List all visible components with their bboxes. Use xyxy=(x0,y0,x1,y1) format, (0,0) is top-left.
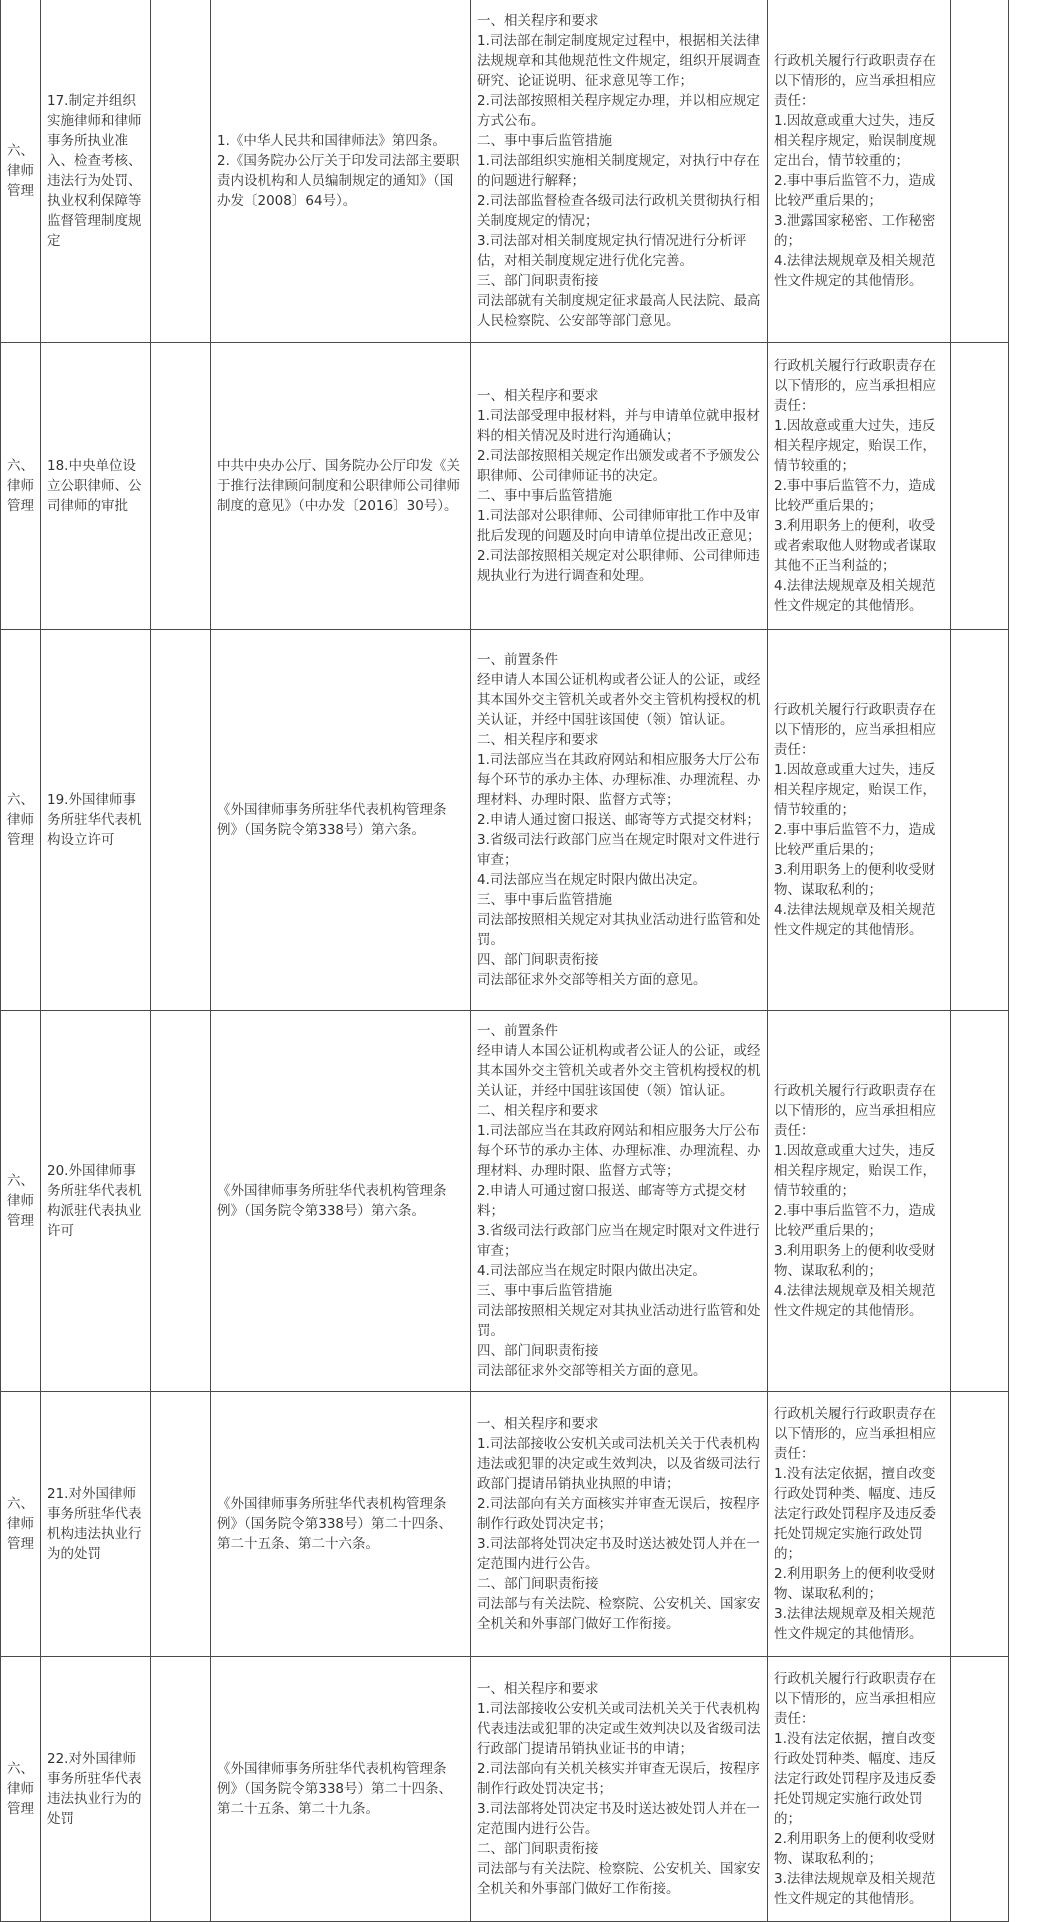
responsibility-cell xyxy=(768,0,951,343)
procedure-line: 1.司法部组织实施相关制度规定，对执行中存在的问题进行解释； xyxy=(477,152,760,189)
responsibility-line: 行政机关履行行政职责存在以下情形的，应当承担相应责任： xyxy=(774,1671,936,1727)
procedure-cell xyxy=(471,1011,768,1392)
category-cell: 六、律师管理 xyxy=(1,1011,41,1392)
legal-basis-cell xyxy=(211,1392,471,1657)
procedure-line: 经申请人本国公证机构或者公证人的公证，或经其本国外交主管机关或者外交主管机构授权的机关认证，并经中国驻该国使（领）馆认证。 xyxy=(477,672,761,728)
responsibility-line: 3.法律法规规章及相关规范性文件规定的其他情形。 xyxy=(774,1606,936,1642)
procedure-line: 1.司法部应当在其政府网站和相应服务大厅公布每个环节的承办主体、办理标准、办理流程、办理材料、办理时限、监督方式等； xyxy=(477,1123,761,1179)
procedure-line: 司法部征求外交部等相关方面的意见。 xyxy=(477,1363,707,1379)
blank-cell xyxy=(951,343,1009,630)
procedure-line: 三、部门间职责衔接 xyxy=(477,272,599,289)
procedure-line: 2.司法部按照相关规定作出颁发或者不予颁发公职律师、公司律师证书的决定。 xyxy=(477,448,760,484)
procedure-line: 司法部按照相关规定对其执业活动进行监管和处罚。 xyxy=(477,912,761,948)
blank-cell xyxy=(951,1011,1009,1392)
procedure-line: 3.省级司法行政部门应当在规定时限对文件进行审查； xyxy=(477,832,760,868)
blank-cell xyxy=(951,1657,1009,1922)
table-row xyxy=(1,1657,1009,1922)
table-row xyxy=(1,1011,1009,1392)
legal-basis-cell xyxy=(211,1657,471,1922)
procedure-line: 二、相关程序和要求 xyxy=(477,1103,599,1119)
table-row xyxy=(1,343,1009,630)
responsibility-line: 3.利用职务上的便利收受财物、谋取私利的； xyxy=(774,1243,936,1279)
procedure-line: 四、部门间职责衔接 xyxy=(477,952,599,968)
category-cell: 六、律师管理 xyxy=(1,1392,41,1657)
legal-basis-line: 《外国律师事务所驻华代表机构管理条例》（国务院令第338号）第二十四条、第二十五条、第二十九条。 xyxy=(217,1761,453,1817)
procedure-line: 2.申请人通过窗口报送、邮寄等方式提交材料； xyxy=(477,812,760,828)
responsibility-line: 4.法律法规规章及相关规范性文件规定的其他情形。 xyxy=(774,1283,936,1319)
responsibility-line: 3.泄露国家秘密、工作秘密的； xyxy=(774,212,936,249)
responsibility-line: 2.利用职务上的便利收受财物、谋取私利的； xyxy=(774,1831,936,1867)
item-name-cell: 17.制定并组织实施律师和律师事务所执业准入、检查考核、违法行为处罚、执业权利保障等监督管理制度规定 xyxy=(41,0,151,343)
procedure-line: 1.司法部接收公安机关或司法机关关于代表机构违法或犯罪的决定或生效判决，以及省级司法行政部门提请吊销执业执照的申请； xyxy=(477,1436,761,1492)
blank-cell xyxy=(951,630,1009,1011)
procedure-cell xyxy=(471,0,768,343)
item-name-cell: 19.外国律师事务所驻华代表机构设立许可 xyxy=(41,630,151,1011)
procedure-line: 2.司法部监督检查各级司法行政机关贯彻执行相关制度规定的情况； xyxy=(477,192,760,229)
procedure-line: 司法部与有关法院、检察院、公安机关、国家安全机关和外事部门做好工作衔接。 xyxy=(477,1861,761,1897)
procedure-line: 三、事中事后监管措施 xyxy=(477,892,612,908)
legal-basis-cell xyxy=(211,1011,471,1392)
procedure-cell xyxy=(471,630,768,1011)
procedure-line: 2.申请人可通过窗口报送、邮寄等方式提交材料； xyxy=(477,1183,747,1219)
table-row xyxy=(1,630,1009,1011)
responsibility-line: 1.因故意或重大过失，违反相关程序规定，贻误工作，情节较重的； xyxy=(774,418,936,474)
procedure-line: 2.司法部按照相关程序规定办理，并以相应规定方式公布。 xyxy=(477,92,760,129)
legal-basis-line: 中共中央办公厅、国务院办公厅印发《关于推行法律顾问制度和公职律师公司律师制度的意见》（中办发〔2016〕30号）。 xyxy=(217,458,460,514)
responsibility-line: 1.因故意或重大过失，违反相关程序规定，贻误工作，情节较重的； xyxy=(774,762,936,818)
procedure-line: 四、部门间职责衔接 xyxy=(477,1343,599,1359)
category-cell: 六、律师管理 xyxy=(1,343,41,630)
responsibility-cell xyxy=(768,343,951,630)
category-cell: 六、律师管理 xyxy=(1,0,41,343)
blank-cell xyxy=(151,1657,211,1922)
procedure-line: 三、事中事后监管措施 xyxy=(477,1283,612,1299)
procedure-line: 二、相关程序和要求 xyxy=(477,732,599,748)
procedure-line: 一、前置条件 xyxy=(477,1023,558,1039)
legal-basis-line: 《外国律师事务所驻华代表机构管理条例》（国务院令第338号）第二十四条、第二十五条、第二十六条。 xyxy=(217,1496,453,1552)
legal-basis-cell xyxy=(211,630,471,1011)
procedure-cell xyxy=(471,1657,768,1922)
procedure-line: 3.省级司法行政部门应当在规定时限对文件进行审查； xyxy=(477,1223,760,1259)
responsibility-line: 1.因故意或重大过失，违反相关程序规定，贻误工作，情节较重的； xyxy=(774,1143,936,1199)
procedure-line: 二、事中事后监管措施 xyxy=(477,132,612,149)
responsibility-line: 4.法律法规规章及相关规范性文件规定的其他情形。 xyxy=(774,902,936,938)
legal-basis-cell xyxy=(211,343,471,630)
procedure-line: 2.司法部按照相关规定对公职律师、公司律师违规执业行为进行调查和处理。 xyxy=(477,548,760,584)
responsibility-line: 1.没有法定依据，擅自改变行政处罚种类、幅度、违反法定行政处罚程序及违反委托处罚规定实施行政处罚的； xyxy=(774,1731,936,1827)
category-cell: 六、律师管理 xyxy=(1,630,41,1011)
blank-cell xyxy=(151,1011,211,1392)
procedure-line: 1.司法部接收公安机关或司法机关关于代表机构代表违法或犯罪的决定或生效判决以及省级司法行政部门提请吊销执业证书的申请； xyxy=(477,1701,761,1757)
table-row xyxy=(1,1392,1009,1657)
procedure-line: 一、相关程序和要求 xyxy=(477,1416,599,1432)
responsibility-cell xyxy=(768,1657,951,1922)
blank-cell xyxy=(951,0,1009,343)
procedure-line: 一、相关程序和要求 xyxy=(477,1681,599,1697)
procedure-line: 3.司法部对相关制度规定执行情况进行分析评估，对相关制度规定进行优化完善。 xyxy=(477,232,747,269)
procedure-line: 经申请人本国公证机构或者公证人的公证，或经其本国外交主管机关或者外交主管机构授权的机关认证，并经中国驻该国使（领）馆认证。 xyxy=(477,1043,761,1099)
responsibility-line: 行政机关履行行政职责存在以下情形的，应当承担相应责任： xyxy=(774,1083,936,1139)
legal-basis-line: 《外国律师事务所驻华代表机构管理条例》（国务院令第338号）第六条。 xyxy=(217,802,447,838)
procedure-line: 1.司法部对公职律师、公司律师审批工作中及审批后发现的问题及时向申请单位提出改正意见； xyxy=(477,508,761,544)
blank-cell xyxy=(951,1392,1009,1657)
procedure-line: 1.司法部在制定制度规定过程中，根据相关法律法规规章和其他规范性文件规定，组织开展调查研究、论证说明、征求意见等工作； xyxy=(477,32,761,89)
blank-cell xyxy=(151,343,211,630)
responsibility-line: 行政机关履行行政职责存在以下情形的，应当承担相应责任： xyxy=(774,1406,936,1462)
procedure-line: 司法部征求外交部等相关方面的意见。 xyxy=(477,972,707,988)
procedure-line: 二、事中事后监管措施 xyxy=(477,488,612,504)
legal-basis-line: 1.《中华人民共和国律师法》第四条。 xyxy=(217,132,446,149)
procedure-line: 司法部按照相关规定对其执业活动进行监管和处罚。 xyxy=(477,1303,761,1339)
procedure-line: 1.司法部应当在其政府网站和相应服务大厅公布每个环节的承办主体、办理标准、办理流程、办理材料、办理时限、监督方式等； xyxy=(477,752,761,808)
procedure-line: 二、部门间职责衔接 xyxy=(477,1576,599,1592)
responsibility-line: 4.法律法规规章及相关规范性文件规定的其他情形。 xyxy=(774,252,936,289)
legal-basis-cell xyxy=(211,0,471,343)
responsibility-line: 2.事中事后监管不力，造成比较严重后果的； xyxy=(774,172,936,209)
procedure-cell xyxy=(471,1392,768,1657)
responsibility-line: 2.事中事后监管不力，造成比较严重后果的； xyxy=(774,478,936,514)
responsibility-cell xyxy=(768,1392,951,1657)
procedure-line: 二、部门间职责衔接 xyxy=(477,1841,599,1857)
procedure-line: 2.司法部向有关方面核实并审查无误后，按程序制作行政处罚决定书； xyxy=(477,1496,760,1532)
procedure-line: 一、前置条件 xyxy=(477,652,558,668)
item-name-cell: 18.中央单位设立公职律师、公司律师的审批 xyxy=(41,343,151,630)
procedure-line: 司法部与有关法院、检察院、公安机关、国家安全机关和外事部门做好工作衔接。 xyxy=(477,1596,761,1632)
responsibility-line: 行政机关履行行政职责存在以下情形的，应当承担相应责任： xyxy=(774,52,936,109)
blank-cell xyxy=(151,630,211,1011)
item-name-cell: 22.对外国律师事务所驻华代表违法执业行为的处罚 xyxy=(41,1657,151,1922)
procedure-line: 3.司法部将处罚决定书及时送达被处罚人并在一定范围内进行公告。 xyxy=(477,1536,760,1572)
procedure-line: 4.司法部应当在规定时限内做出决定。 xyxy=(477,872,706,888)
category-cell: 六、律师管理 xyxy=(1,1657,41,1922)
item-name-cell: 21.对外国律师事务所驻华代表机构违法执业行为的处罚 xyxy=(41,1392,151,1657)
responsibility-line: 4.法律法规规章及相关规范性文件规定的其他情形。 xyxy=(774,578,936,614)
responsibility-line: 3.利用职务上的便利，收受或者索取他人财物或者谋取其他不正当利益的； xyxy=(774,518,936,574)
responsibility-line: 2.利用职务上的便利收受财物、谋取私利的； xyxy=(774,1566,936,1602)
procedure-line: 1.司法部受理申报材料，并与申请单位就申报材料的相关情况及时进行沟通确认； xyxy=(477,408,760,444)
responsibility-line: 行政机关履行行政职责存在以下情形的，应当承担相应责任： xyxy=(774,358,936,414)
responsibility-line: 2.事中事后监管不力，造成比较严重后果的； xyxy=(774,1203,936,1239)
legal-basis-line: 《外国律师事务所驻华代表机构管理条例》（国务院令第338号）第六条。 xyxy=(217,1183,447,1219)
item-name-cell: 20.外国律师事务所驻华代表机构派驻代表执业许可 xyxy=(41,1011,151,1392)
procedure-line: 司法部就有关制度规定征求最高人民法院、最高人民检察院、公安部等部门意见。 xyxy=(477,292,761,329)
blank-cell xyxy=(151,0,211,343)
procedure-line: 一、相关程序和要求 xyxy=(477,12,599,29)
responsibility-line: 1.因故意或重大过失，违反相关程序规定，贻误制度规定出台，情节较重的； xyxy=(774,112,936,169)
blank-cell xyxy=(151,1392,211,1657)
responsibility-cell xyxy=(768,630,951,1011)
procedure-line: 2.司法部向有关机关核实并审查无误后，按程序制作行政处罚决定书； xyxy=(477,1761,760,1797)
responsibility-line: 行政机关履行行政职责存在以下情形的，应当承担相应责任： xyxy=(774,702,936,758)
responsibility-line: 1.没有法定依据，擅自改变行政处罚种类、幅度、违反法定行政处罚程序及违反委托处罚规定实施行政处罚的； xyxy=(774,1466,936,1562)
responsibility-line: 3.法律法规规章及相关规范性文件规定的其他情形。 xyxy=(774,1871,936,1907)
procedure-line: 3.司法部将处罚决定书及时送达被处罚人并在一定范围内进行公告。 xyxy=(477,1801,760,1837)
responsibility-line: 3.利用职务上的便利收受财物、谋取私利的； xyxy=(774,862,936,898)
legal-basis-line: 2.《国务院办公厅关于印发司法部主要职责内设机构和人员编制规定的通知》（国办发〔2008〕64号）。 xyxy=(217,152,460,209)
procedure-cell xyxy=(471,343,768,630)
procedure-line: 一、相关程序和要求 xyxy=(477,388,599,404)
procedure-line: 4.司法部应当在规定时限内做出决定。 xyxy=(477,1263,706,1279)
responsibility-line: 2.事中事后监管不力，造成比较严重后果的； xyxy=(774,822,936,858)
responsibility-cell xyxy=(768,1011,951,1392)
table-row xyxy=(1,0,1009,343)
